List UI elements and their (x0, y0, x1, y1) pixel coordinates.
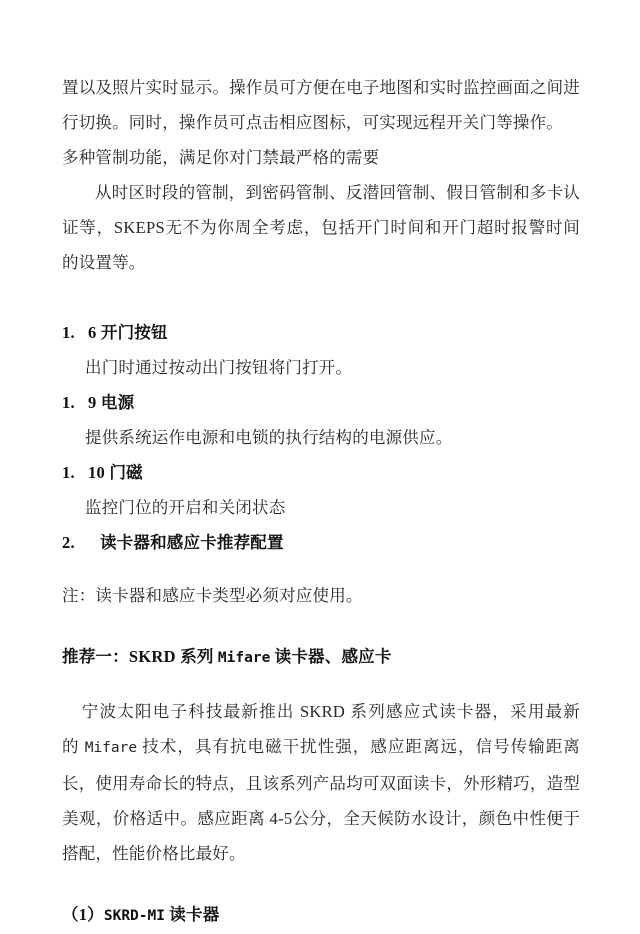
recommendation-tech: Mifare (217, 650, 271, 666)
document-body (62, 70, 580, 934)
heading-section-2 (62, 525, 580, 560)
heading-sub-number: 9 (88, 393, 97, 412)
rec-body-text-c: 技术，具有抗电磁干扰性强，感应距离远，信号传输距离长，使用寿命长的特点，且该系列产品均可双面读卡，外形精巧，造型美观，价格适中。感应距离 (62, 737, 581, 828)
paragraph-recommendation-body (62, 694, 580, 871)
product-label: 读卡器 (169, 905, 220, 924)
spacer-before-sections (62, 280, 580, 315)
product-index: （1） (62, 905, 104, 924)
heading-section-1-9 (62, 385, 580, 420)
body-section-1-9: 提供系统运作电源和电锁的执行结构的电源供应。 (85, 428, 453, 447)
note-line: 注：读卡器和感应卡类型必须对应使用。 (62, 586, 363, 605)
body-section-1-10: 监控门位的开启和关闭状态 (85, 498, 286, 517)
spacer-before-recommendation-body (62, 676, 580, 694)
heading-sub-number: 6 (88, 323, 97, 342)
rec-body-distance-range: 4-5 (269, 809, 293, 828)
heading-title: 门磁 (109, 463, 143, 482)
rec-body-text-b: 系列感应式读卡器，采用最新的 (62, 702, 580, 756)
recommendation-mid: 系列 (180, 647, 214, 666)
spacer-before-note (62, 560, 580, 578)
heading-section-1-6 (62, 315, 580, 350)
paragraph-intro-continuation: 置以及照片实时显示。操作员可方便在电子地图和实时监控画面之间进行切换。同时，操作员可点击相应图标，可实现远程开关门等操作。 (62, 78, 580, 132)
body-section-1-6: 出门时通过按动出门按钮将门打开。 (85, 358, 353, 377)
paragraph-feature-heading-line: 多种管制功能，满足你对门禁最严格的需要 (62, 148, 380, 167)
rec-body-tech: Mifare (84, 740, 138, 756)
heading-title: 电源 (100, 393, 135, 412)
heading-recommendation-one (62, 639, 580, 676)
heading-title: 开门按钮 (100, 323, 168, 342)
recommendation-brand: SKRD (128, 647, 176, 666)
brand-skeps: SKEPS (113, 218, 165, 237)
heading-number: 1. (62, 463, 75, 482)
heading-product-one (62, 897, 580, 934)
rec-body-text-a: 宁波太阳电子科技最新推出 (81, 702, 295, 721)
paragraph-access-control (62, 175, 580, 280)
heading-number: 1. (62, 393, 75, 412)
spacer-before-product (62, 871, 580, 897)
spacer-before-recommendation (62, 613, 580, 639)
heading-title: 读卡器和感应卡推荐配置 (100, 533, 284, 552)
product-model: SKRD-MI (103, 908, 165, 924)
heading-section-1-10 (62, 455, 580, 490)
access-control-text-part2: 无不为你周全考虑，包括开门时间和开门超时报警时间的设置等。 (62, 218, 580, 272)
heading-number: 1. (62, 323, 75, 342)
rec-body-text-d: 公分，全天候防水设计，颜色中性便于搭配，性能价格比最好。 (62, 809, 580, 863)
heading-number: 2. (62, 533, 75, 552)
access-control-text-part1: 从时区时段的管制，到密码管制、反潜回管制、假日管制和多卡认证等， (62, 183, 580, 237)
rec-body-brand: SKRD (299, 702, 346, 721)
recommendation-prefix: 推荐一： (62, 647, 129, 666)
heading-sub-number: 10 (88, 463, 106, 482)
recommendation-suffix: 读卡器、感应卡 (274, 647, 392, 666)
